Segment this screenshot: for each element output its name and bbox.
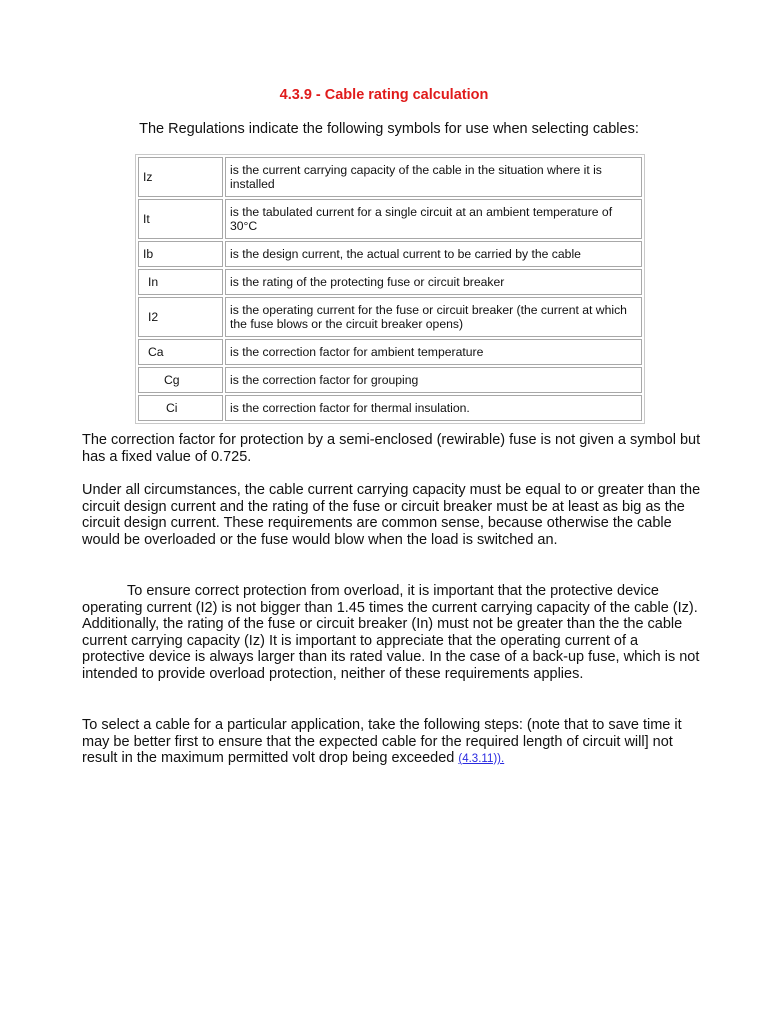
description-cell: is the correction factor for ambient temperature [225,339,642,365]
table-row [138,199,642,239]
paragraph-fuse-factor: The correction factor for protection by a semi-enclosed (rewirable) fuse is not given a symbol but has a fixed value of 0.725. [82,432,701,465]
description-cell: is the correction factor for grouping [225,367,642,393]
table-row [138,269,642,295]
symbol-cell: I2 [138,297,223,337]
table-row [138,395,642,421]
table-row [138,297,642,337]
description-cell: is the rating of the protecting fuse or circuit breaker [225,269,642,295]
description-cell: is the tabulated current for a single circuit at an ambient temperature of 30°C [225,199,642,239]
table-row [138,367,642,393]
table-row [138,157,642,197]
paragraph-overload-text: To ensure correct protection from overload, it is important that the protective device operating current (I2) is not bigger than 1.45 times the current carrying capacity of the cable (Iz). Additionally, the rating of the fuse or circuit breaker (In) must not be greater than the the cable current carrying capacity (Iz) It is important to appreciate that the operating current of a protective device is always larger than its rated value. In the case of a back-up fuse, which is not intended to provide overload protection, neither of these requirements applies. [82,583,700,682]
description-cell: is the current carrying capacity of the cable in the situation where it is installed [225,157,642,197]
paragraph-selection-text: To select a cable for a particular application, take the following steps: (note that to save time it may be better first to ensure that the expected cable for the required length of circuit will] not result in the maximum permitted volt drop being exceeded [82,717,682,766]
table-row [138,241,642,267]
symbols-table [135,154,645,424]
symbol-cell: It [138,199,223,239]
intro-text: The Regulations indicate the following symbols for use when selecting cables: [139,121,639,137]
symbol-cell: In [138,269,223,295]
paragraph-overload-protection [82,583,702,682]
description-cell: is the design current, the actual current to be carried by the cable [225,241,642,267]
symbol-cell: Ca [138,339,223,365]
symbol-cell: Ib [138,241,223,267]
paragraph-cable-selection [82,717,702,768]
symbol-cell: Ci [138,395,223,421]
description-cell: is the correction factor for thermal insulation. [225,395,642,421]
paragraph-design-current: Under all circumstances, the cable current carrying capacity must be equal to or greater than the circuit design current and the rating of the fuse or circuit breaker must be at least as big as the circuit design current. These requirements are common sense, because otherwise the cable would be overloaded or the fuse would blow when the load is switched an. [82,482,701,548]
volt-drop-reference-link[interactable]: (4.3.11)). [458,753,505,765]
table-row [138,339,642,365]
symbol-cell: Iz [138,157,223,197]
description-cell: is the operating current for the fuse or circuit breaker (the current at which the fuse blows or the circuit breaker opens) [225,297,642,337]
symbol-cell: Cg [138,367,223,393]
page-title: 4.3.9 - Cable rating calculation [279,87,489,103]
